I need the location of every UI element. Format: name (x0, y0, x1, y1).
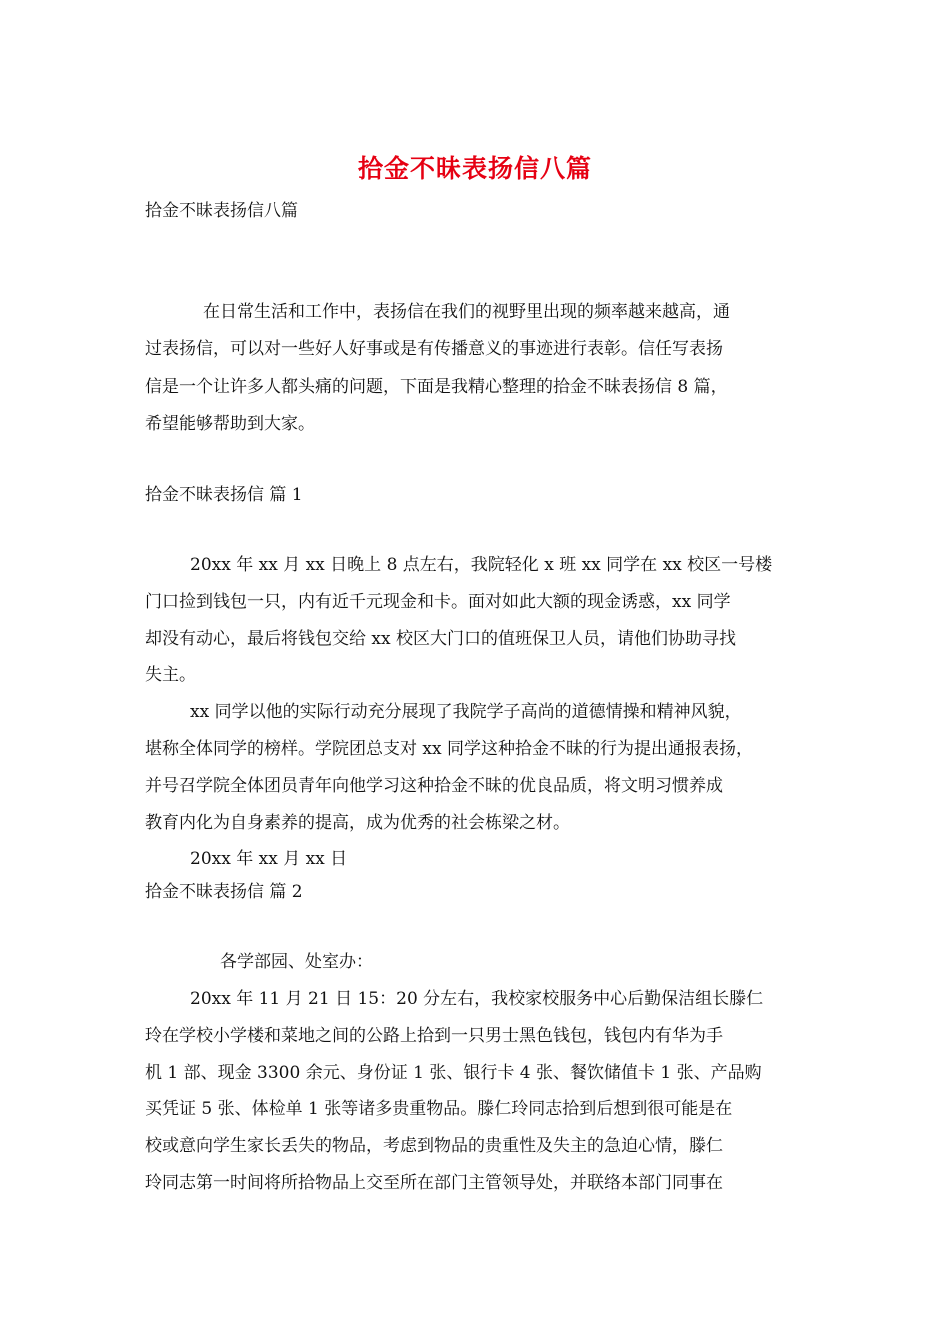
text-line: 在日常生活和工作中，表扬信在我们的视野里出现的频率越来越高，通 (203, 302, 730, 322)
text-line: 信是一个让许多人都头痛的问题，下面是我精心整理的拾金不昧表扬信 8 篇， (145, 377, 728, 397)
text-line: 过表扬信，可以对一些好人好事或是有传播意义的事迹进行表彰。信任写表扬 (145, 339, 723, 359)
section2-salutation: 各学部园、处室办： (220, 952, 373, 972)
text-line: 门口捡到钱包一只，内有近千元现金和卡。面对如此大额的现金诱惑，xx 同学 (145, 592, 731, 612)
text-line: 玲在学校小学楼和菜地之间的公路上拾到一只男士黑色钱包，钱包内有华为手 (145, 1026, 723, 1046)
text-line: 希望能够帮助到大家。 (145, 414, 315, 434)
text-line: 玲同志第一时间将所拾物品上交至所在部门主管领导处，并联络本部门同事在 (145, 1173, 723, 1193)
document-title: 拾金不昧表扬信八篇 (357, 154, 592, 183)
text-line: 20xx 年 xx 月 xx 日晚上 8 点左右，我院轻化 x 班 xx 同学在 xx 校区一号楼 (190, 555, 773, 575)
text-line: 并号召学院全体团员青年向他学习这种拾金不昧的优良品质，将文明习惯养成 (145, 776, 723, 796)
text-line: 失主。 (145, 665, 196, 685)
text-line: 买凭证 5 张、体检单 1 张等诸多贵重物品。滕仁玲同志拾到后想到很可能是在 (145, 1099, 733, 1119)
text-line: 校或意向学生家长丢失的物品，考虑到物品的贵重性及失主的急迫心情，滕仁 (145, 1136, 723, 1156)
text-line: 却没有动心，最后将钱包交给 xx 校区大门口的值班保卫人员，请他们协助寻找 (145, 629, 736, 649)
text-line: 堪称全体同学的榜样。学院团总支对 xx 同学这种拾金不昧的行为提出通报表扬， (145, 739, 753, 759)
text-line: 20xx 年 11 月 21 日 15：20 分左右，我校家校服务中心后勤保洁组长滕仁 (190, 989, 764, 1009)
text-line: xx 同学以他的实际行动充分展现了我院学子高尚的道德情操和精神风貌， (190, 702, 742, 722)
document-subtitle: 拾金不昧表扬信八篇 (145, 201, 298, 221)
section-heading-1: 拾金不昧表扬信 篇 1 (145, 485, 303, 505)
text-line: 机 1 部、现金 3300 余元、身份证 1 张、银行卡 4 张、餐饮储值卡 1 张、产品购 (145, 1063, 762, 1083)
section-heading-2: 拾金不昧表扬信 篇 2 (145, 882, 303, 902)
text-line: 教育内化为自身素养的提高，成为优秀的社会栋梁之材。 (145, 813, 570, 833)
section1-date: 20xx 年 xx 月 xx 日 (190, 849, 348, 869)
